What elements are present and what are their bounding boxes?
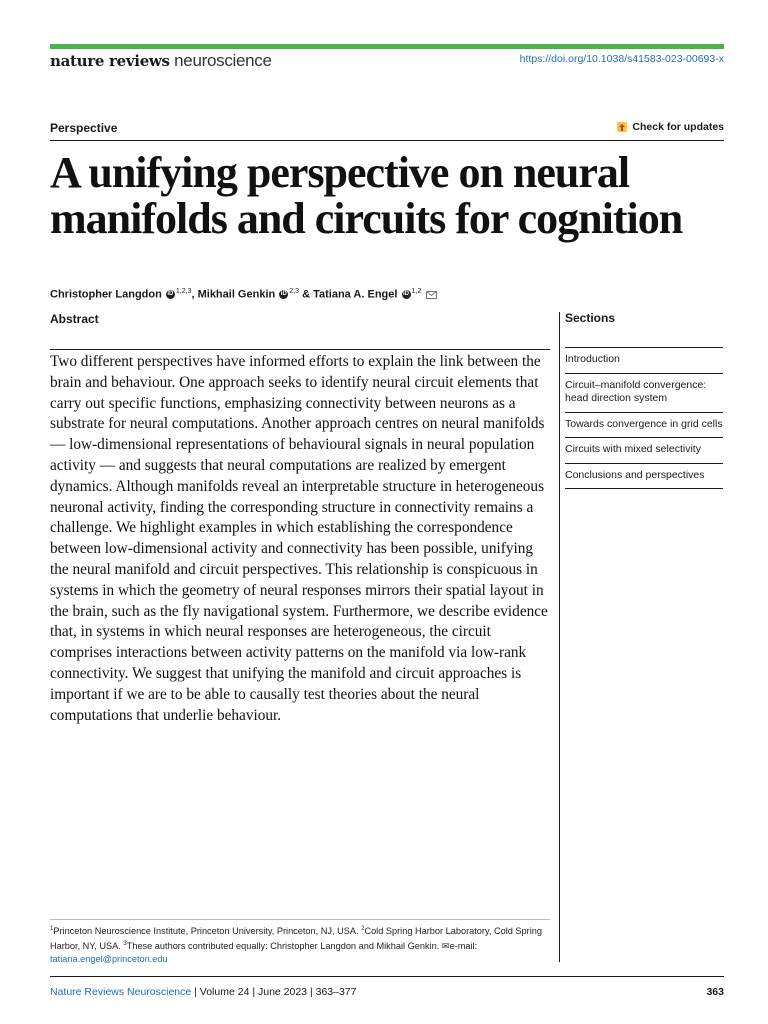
orcid-icon[interactable]: iD (280, 291, 287, 298)
sections-nav (565, 311, 723, 489)
footer-rule (50, 976, 724, 977)
footnote-number: 3 (123, 941, 127, 948)
mail-icon: ✉ (441, 941, 450, 952)
author-list (50, 288, 437, 301)
author-name[interactable]: Christopher Langdon (50, 288, 162, 301)
author-name[interactable]: Tatiana A. Engel (313, 288, 398, 301)
section-link-head-direction[interactable]: Circuit–manifold convergence: head direction system (565, 374, 723, 413)
author-affiliation: 1,2,3 (175, 288, 192, 295)
mail-icon[interactable] (426, 291, 437, 299)
header-rule (50, 140, 724, 141)
email-label: e-mail: (449, 941, 478, 952)
abstract-text: Two different perspectives have informed efforts to explain the link between the brain and behaviour. One approach seeks to identify neural circuit elements that carry out specific functions, emphasizing connectivity between neurons as a substrate for neural computations. Another approach centres on neural manifolds — low-dimensional representations of behavioural signals in neural population activity — and suggests that neural computations are realized by emergent dynamics. Although manifolds reveal an interpretable structure in heterogeneous neuronal activity, finding the corresponding structure in connectivity remains a challenge. We highlight examples in which establishing the correspondence between low-dimensional activity and connectivity has been possible, unifying the neural manifold and circuit perspectives. This relationship is conspicuous in systems in which the geometry of neural responses mirrors their spatial layout in the brain, such as the fly navigational system. Furthermore, we describe evidence that, in systems in which neural responses are heterogeneous, the circuit comprises interactions between activity patterns on the manifold via low-rank connectivity. We suggest that unifying the manifold and circuit approaches is important if we are to be able to causally test theories about the neural computations that underlie behaviour. (50, 353, 548, 724)
sections-list (565, 348, 723, 489)
check-updates-label: Check for updates (632, 121, 724, 133)
doi-link[interactable]: https://doi.org/10.1038/s41583-023-00693-x (519, 53, 724, 65)
section-link-grid-cells[interactable]: Towards convergence in grid cells (565, 413, 723, 439)
page-number: 363 (706, 986, 724, 998)
equal-contribution-note: These authors contributed equally: Christopher Langdon and Mikhail Genkin. (126, 941, 440, 952)
column-divider (559, 312, 560, 962)
orcid-icon[interactable]: iD (167, 291, 174, 298)
footnote-number: 2 (361, 926, 365, 932)
masthead-journal: neuroscience (174, 51, 272, 70)
section-link-conclusions[interactable]: Conclusions and perspectives (565, 464, 723, 490)
section-link-introduction[interactable]: Introduction (565, 348, 723, 374)
orcid-icon[interactable]: iD (403, 291, 410, 298)
journal-masthead[interactable] (50, 51, 272, 71)
check-updates-button[interactable] (616, 121, 724, 133)
check-updates-icon (616, 121, 629, 133)
author-separator: & (299, 288, 314, 301)
footnote-rule (50, 919, 550, 920)
affiliation-1: Princeton Neuroscience Institute, Princeton University, Princeton, NJ, USA. (53, 926, 359, 937)
abstract-rule (50, 349, 550, 350)
footer-issue-details: | Volume 24 | June 2023 | 363–377 (191, 986, 357, 998)
footer-journal-link[interactable]: Nature Reviews Neuroscience (50, 986, 192, 998)
affiliation-2: Cold Spring Harbor Laboratory, Cold Spring Harbor, NY, USA. (50, 926, 542, 952)
footer-citation (50, 986, 356, 998)
email-link[interactable]: tatiana.engel@princeton.edu (50, 954, 168, 965)
article-type: Perspective (50, 121, 118, 135)
author-affiliation: 1,2 (411, 288, 422, 295)
author-name[interactable]: Mikhail Genkin (197, 288, 276, 301)
affiliations-footnote (50, 923, 552, 966)
author-affiliation: 2,3 (289, 288, 300, 295)
article-title: A unifying perspective on neural manifolds and circuits for cognition (50, 148, 683, 243)
masthead-brand: nature reviews (50, 52, 170, 70)
abstract-heading: Abstract (50, 312, 99, 326)
header-accent-bar (50, 44, 724, 49)
footnote-number: 1 (50, 926, 54, 932)
author-separator: , (191, 288, 198, 301)
section-link-mixed-selectivity[interactable]: Circuits with mixed selectivity (565, 438, 723, 464)
sections-heading: Sections (565, 311, 723, 348)
